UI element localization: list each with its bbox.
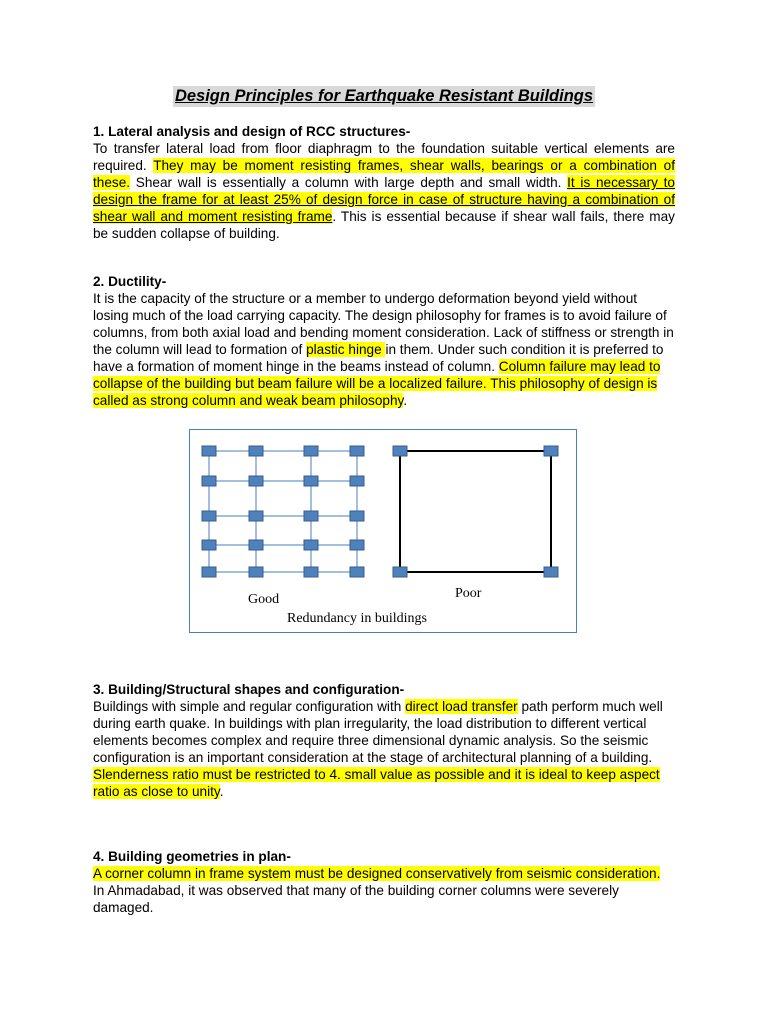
s3-highlight-2: Slenderness ratio must be restricted to 4. small value as possible and it is ideal to keep aspect ratio as close to unity [93, 767, 660, 799]
grid-column-node [202, 446, 216, 456]
s3-text-1: Buildings with simple and regular configuration with [93, 699, 406, 714]
frame-corner-node [393, 567, 407, 577]
s1-highlight-1: They may be moment resisting frames, shear walls, bearings or a combination of these. [93, 158, 675, 190]
label-good: Good [248, 592, 280, 607]
grid-column-node [202, 476, 216, 486]
s2-text-3: . [403, 393, 408, 408]
grid-column-node [202, 511, 216, 521]
section-1-body [93, 140, 675, 242]
document-title: Design Principles for Earthquake Resistant Buildings [174, 87, 594, 105]
section-2-heading: 2. Ductility- [93, 274, 167, 289]
document-title-wrap [0, 86, 768, 107]
section-4 [93, 848, 675, 916]
grid-column-node [249, 511, 263, 521]
figure-caption: Redundancy in buildings [287, 611, 427, 626]
grid-column-node [350, 476, 364, 486]
section-1-heading: 1. Lateral analysis and design of RCC structures- [93, 124, 411, 139]
grid-column-node [350, 540, 364, 550]
s2-highlight-1: plastic hinge [306, 342, 386, 357]
grid-column-node [350, 446, 364, 456]
section-4-body [93, 865, 675, 916]
s1-text-2: Shear wall is essentially a column with large depth and small width. [130, 175, 568, 190]
s4-text-1: In Ahmadabad, it was observed that many of the building corner columns were severely damaged. [93, 883, 619, 915]
section-3 [93, 681, 675, 800]
s1-text-1: To transfer lateral load from floor diaphragm to the foundation suitable vertical elements are required. [93, 141, 675, 173]
section-2-body [93, 290, 675, 409]
s1-highlight-2: It is necessary to design the frame for at least 25% of design force in case of structure having a combination of shear wall and moment resisting frame [93, 175, 675, 224]
grid-column-node [350, 511, 364, 521]
grid-column-node [249, 446, 263, 456]
grid-column-node [304, 567, 318, 577]
section-3-body [93, 698, 675, 800]
frame-corner-node [544, 567, 558, 577]
s4-highlight-1: A corner column in frame system must be designed conservatively from seismic consideration. [93, 866, 661, 881]
grid-column-node [304, 446, 318, 456]
grid-column-node [249, 476, 263, 486]
grid-column-node [249, 567, 263, 577]
grid-column-node [202, 567, 216, 577]
s2-highlight-2: Column failure may lead to collapse of the building but beam failure will be a localized failure. This philosophy of design is called as strong column and weak beam philosophy [93, 359, 661, 408]
frame-corner-node [544, 446, 558, 456]
grid-column-node [304, 511, 318, 521]
frame-corner-node [393, 446, 407, 456]
s2-text-2: in them. Under such condition it is preferred to have a formation of moment hinge in the beams instead of column. [93, 342, 664, 374]
section-4-heading: 4. Building geometries in plan- [93, 849, 291, 864]
s3-text-2: path perform much well during earth quake. In buildings with plan irregularity, the load distribution to different vertical elements becomes complex and require three dimensional dynamic analysis. So the seismic configuration is an important consideration at the stage of architectural planning of a building. [93, 699, 663, 765]
grid-column-node [249, 540, 263, 550]
section-1 [93, 123, 675, 242]
grid-column-node [202, 540, 216, 550]
section-3-heading: 3. Building/Structural shapes and configuration- [93, 682, 405, 697]
grid-column-node [304, 540, 318, 550]
grid-column-node [350, 567, 364, 577]
grid-column-node [304, 476, 318, 486]
s3-text-3: . [219, 784, 224, 799]
s3-highlight-1: direct load transfer [405, 699, 518, 714]
label-poor: Poor [455, 586, 482, 601]
s1-text-3: . This is essential because if shear wall fails, there may be sudden collapse of building. [93, 209, 675, 241]
section-2 [93, 273, 675, 409]
redundancy-figure [189, 429, 577, 633]
s2-text-1: It is the capacity of the structure or a member to undergo deformation beyond yield without losing much of the load carrying capacity. The design philosophy for frames is to avoid failure of columns, from both axial load and bending moment consideration. Lack of stiffness or strength in the column will lead to formation of [93, 291, 674, 357]
